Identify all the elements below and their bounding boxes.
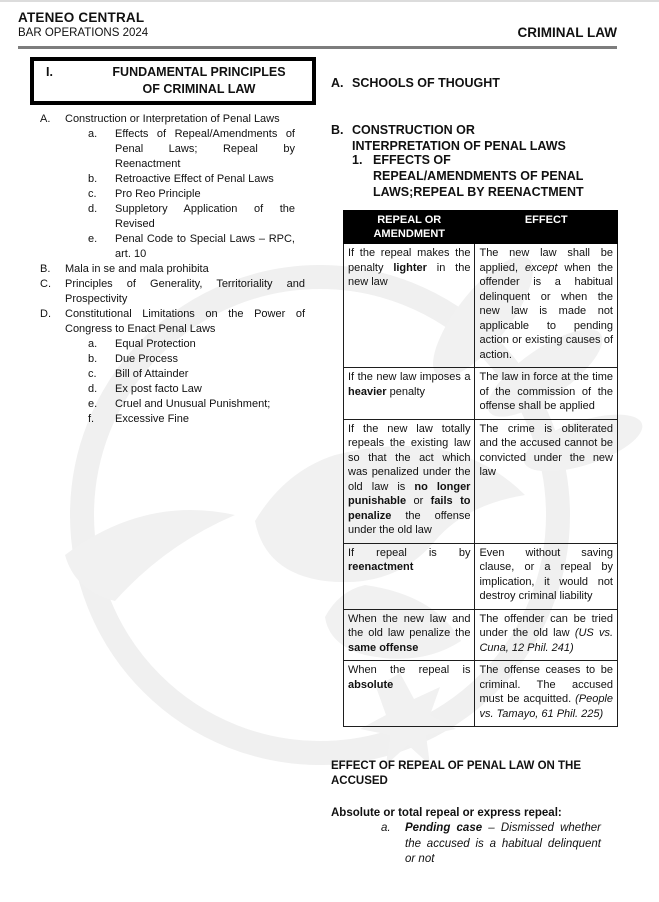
outline-marker: e. — [88, 233, 98, 245]
outline-text: Equal Protection — [115, 338, 196, 350]
outline-marker: d. — [88, 203, 98, 215]
outline-text: Principles of Generality, Territoriality and Prospectivity — [65, 278, 305, 305]
outline-item — [40, 307, 315, 337]
header-rule — [18, 46, 617, 49]
outline-marker: B. — [40, 263, 51, 275]
cause-cell: If the repeal makes the penalty lighter in the new law — [344, 244, 475, 368]
pending-case-marker: a. — [381, 822, 391, 834]
outline-marker: e. — [88, 398, 98, 410]
outline-item — [40, 262, 315, 277]
heading-text — [352, 122, 570, 154]
heading-line1: EFFECTS OF — [373, 153, 451, 167]
cause-cell: When the new law and the old law penalize the same offense — [344, 609, 475, 661]
outline-item — [40, 277, 315, 307]
table-row — [344, 368, 618, 420]
effect-of-repeal-heading: EFFECT OF REPEAL OF PENAL LAW ON THE ACCUSED — [331, 760, 582, 787]
outline-text: Ex post facto Law — [115, 383, 202, 395]
heading-construction — [331, 122, 617, 154]
effect-cell: The offender can be tried under the old law (US vs. Cuna, 12 Phil. 241) — [475, 609, 618, 661]
section-title — [90, 64, 308, 98]
outline-item — [88, 202, 315, 232]
outline-item — [88, 187, 315, 202]
pending-case-item — [381, 821, 607, 868]
section-title-box — [30, 57, 316, 105]
heading-effects-of-repeal — [352, 152, 617, 200]
col-header-effect: EFFECT — [475, 211, 618, 244]
outline-marker: C. — [40, 278, 51, 290]
outline-text: Bill of Attainder — [115, 368, 189, 380]
section-numeral: I. — [46, 65, 53, 79]
outline-item — [40, 112, 315, 127]
heading-marker: 1. — [352, 153, 363, 167]
outline-item — [88, 397, 315, 412]
table-header-row — [344, 211, 618, 244]
outline-item — [88, 367, 315, 382]
section-title-line2: OF CRIMINAL LAW — [142, 82, 256, 96]
outline-item — [88, 352, 315, 367]
subject-title: CRIMINAL LAW — [517, 25, 617, 40]
outline-text: Construction or Interpretation of Penal Laws — [65, 113, 280, 125]
outline-item — [88, 232, 315, 262]
heading-line1: CONSTRUCTION OR — [352, 123, 475, 137]
effect-cell: Even without saving clause, or a repeal by implication, it would not destroy criminal liability — [475, 543, 618, 609]
heading-text — [373, 152, 603, 200]
outline-text: Penal Code to Special Laws – RPC, art. 10 — [115, 233, 295, 260]
cause-cell: If repeal is by reenactment — [344, 543, 475, 609]
heading-line2: INTERPRETATION OF PENAL LAWS — [352, 139, 566, 153]
outline-marker: c. — [88, 188, 97, 200]
cause-cell: If the new law totally repeals the existing law so that the act which was penalized under the old law is no longer punishable or fails to penalize the offense under the old law — [344, 419, 475, 543]
outline-text: Suppletory Application of the Revised — [115, 203, 295, 230]
outline-text: Effects of Repeal/Amendments of Penal Laws; Repeal by Reenactment — [115, 128, 295, 170]
table-row — [344, 543, 618, 609]
outline-text: Cruel and Unusual Punishment; — [115, 398, 271, 410]
effect-cell: The new law shall be applied, except when the offender is a habitual delinquent or when the new law is made not applicable to pending action or existing causes of action. — [475, 244, 618, 368]
col-header-repeal: REPEAL OR AMENDMENT — [344, 211, 475, 244]
outline-marker: f. — [88, 413, 95, 425]
outline-marker: c. — [88, 368, 97, 380]
outline-marker: a. — [88, 128, 98, 140]
outline-text: Pro Reo Principle — [115, 188, 201, 200]
page-top-edge — [0, 0, 659, 2]
outline-item — [88, 127, 315, 172]
outline-text: Mala in se and mala prohibita — [65, 263, 209, 275]
outline-marker: A. — [40, 113, 51, 125]
repeal-effect-table — [343, 210, 618, 727]
outline-marker: d. — [88, 383, 98, 395]
outline-marker: D. — [40, 308, 51, 320]
heading-marker: A. — [331, 76, 344, 90]
outline-item — [88, 412, 315, 427]
outline-text: Due Process — [115, 353, 178, 365]
heading-text: SCHOOLS OF THOUGHT — [352, 76, 500, 90]
outline-text: Excessive Fine — [115, 413, 189, 425]
effect-cell: The offense ceases to be criminal. The accused must be acquitted. (People vs. Tamayo, 61 Phil. 225) — [475, 661, 618, 727]
heading-line2: REPEAL/AMENDMENTS OF PENAL — [373, 169, 584, 183]
table-row — [344, 661, 618, 727]
absolute-repeal-heading: Absolute or total repeal or express repeal: — [331, 807, 562, 819]
outline-text: Constitutional Limitations on the Power of Congress to Enact Penal Laws — [65, 308, 305, 335]
heading-marker: B. — [331, 123, 344, 137]
outline-item — [88, 337, 315, 352]
table-row — [344, 419, 618, 543]
table-row — [344, 244, 618, 368]
org-subtitle: BAR OPERATIONS 2024 — [18, 27, 149, 39]
table-row — [344, 609, 618, 661]
heading-line3: LAWS;REPEAL BY REENACTMENT — [373, 185, 584, 199]
effect-cell: The crime is obliterated and the accused cannot be convicted under the new law — [475, 419, 618, 543]
outline-marker: b. — [88, 353, 98, 365]
effect-cell: The law in force at the time of the commission of the offense shall be applied — [475, 368, 618, 420]
outline-item — [88, 382, 315, 397]
outline-item — [88, 172, 315, 187]
cause-cell: If the new law imposes a heavier penalty — [344, 368, 475, 420]
outline-text: Retroactive Effect of Penal Laws — [115, 173, 274, 185]
cause-cell: When the repeal is absolute — [344, 661, 475, 727]
section-title-line1: FUNDAMENTAL PRINCIPLES — [112, 65, 286, 79]
outline-marker: a. — [88, 338, 98, 350]
heading-schools-of-thought — [331, 75, 617, 91]
outline-list — [40, 112, 315, 427]
org-title: ATENEO CENTRAL — [18, 10, 145, 25]
outline-marker: b. — [88, 173, 98, 185]
pending-case-text: Pending case – Dismissed whether the accused is a habitual delinquent or not — [405, 822, 601, 865]
